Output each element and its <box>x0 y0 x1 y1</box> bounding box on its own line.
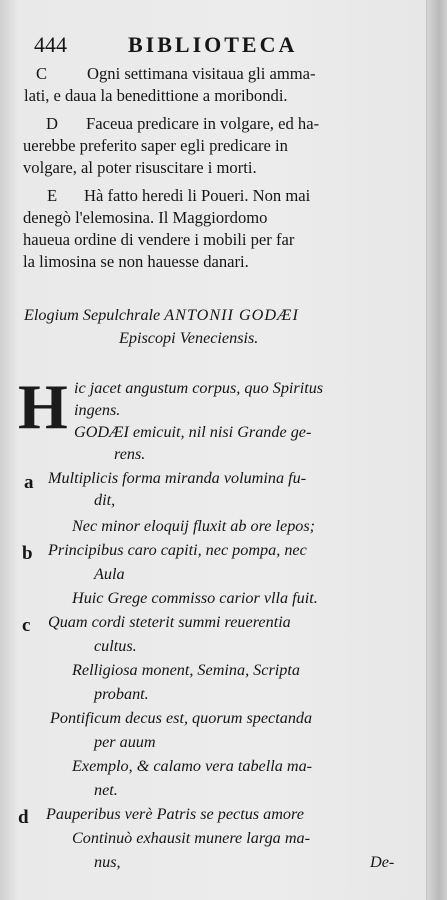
margin-marker: a <box>24 472 34 493</box>
margin-marker: d <box>18 807 29 828</box>
paragraph-e-line: haueua ordine di vendere i mobili per far <box>23 230 295 249</box>
poem-line: Exemplo, & calamo vera tabella ma- <box>72 757 313 775</box>
catchword: De- <box>370 853 395 871</box>
page-number: 444 <box>34 32 67 57</box>
paragraph-e-line: denegò l'elemosina. Il Maggiordomo <box>23 208 268 227</box>
paragraph-d-line: volgare, al poter risuscitare i morti. <box>23 158 257 177</box>
poem-line: Nec minor eloquij fluxit ab ore lepos; <box>72 517 316 535</box>
page-title: BIBLIOTECA <box>128 32 298 57</box>
drop-cap: H <box>18 371 68 442</box>
poem-line: nus, <box>94 853 121 871</box>
elogium-heading <box>24 307 299 323</box>
running-header <box>34 32 298 57</box>
poem-line: ic jacet angustum corpus, quo Spiritus <box>74 379 324 397</box>
paragraph-d-marker: D <box>46 114 58 133</box>
poem-line: dit, <box>94 491 116 509</box>
elogium-subheading: Episcopi Veneciensis. <box>119 329 259 347</box>
poem-line: ingens. <box>74 401 121 419</box>
poem-line: Huic Grege commisso carior vlla fuit. <box>72 589 318 607</box>
paragraph-e-marker: E <box>47 186 58 205</box>
margin-marker: c <box>22 615 31 636</box>
poem-line: probant. <box>94 685 149 703</box>
poem-line: rens. <box>114 445 146 463</box>
poem-line: Pontificum decus est, quorum spectanda <box>50 709 313 727</box>
poem-line: Continuò exhausit munere larga ma- <box>72 829 310 847</box>
poem-line: Pauperibus verè Patris se pectus amore <box>46 805 304 823</box>
page-edge <box>426 0 447 900</box>
poem-line: per auum <box>94 733 156 751</box>
poem-line: net. <box>94 781 118 799</box>
poem-line: Principibus caro capiti, nec pompa, nec <box>48 541 307 559</box>
poem-line: Aula <box>94 565 125 583</box>
elogium-heading-name: ANTONII GODÆI <box>164 306 299 324</box>
poem-line: cultus. <box>94 637 137 655</box>
paragraph-c-marker: C <box>36 64 48 83</box>
poem-line: Multiplicis forma miranda volumina fu- <box>48 469 307 487</box>
paragraph-d-line: uerebbe preferito saper egli predicare in <box>23 136 288 155</box>
poem-line: Relligiosa monent, Semina, Scripta <box>72 661 300 679</box>
poem-line: Quam cordi steterit summi reuerentia <box>48 613 291 631</box>
paragraph-e-line: la limosina se non hauesse danari. <box>23 252 249 271</box>
paragraph-d-line: Faceua predicare in volgare, ed ha- <box>86 114 320 133</box>
poem-line: GODÆI emicuit, nil nisi Grande ge- <box>74 423 312 441</box>
paragraph-c-line: Ogni settimana visitaua gli amma- <box>87 64 316 83</box>
paragraph-e-line: Hà fatto heredi li Poueri. Non mai <box>84 186 311 205</box>
margin-marker: b <box>22 543 33 564</box>
elogium-heading-prefix: Elogium Sepulchrale <box>24 306 161 324</box>
paragraph-c-line: lati, e daua la benedittione a moribondi. <box>24 86 288 105</box>
